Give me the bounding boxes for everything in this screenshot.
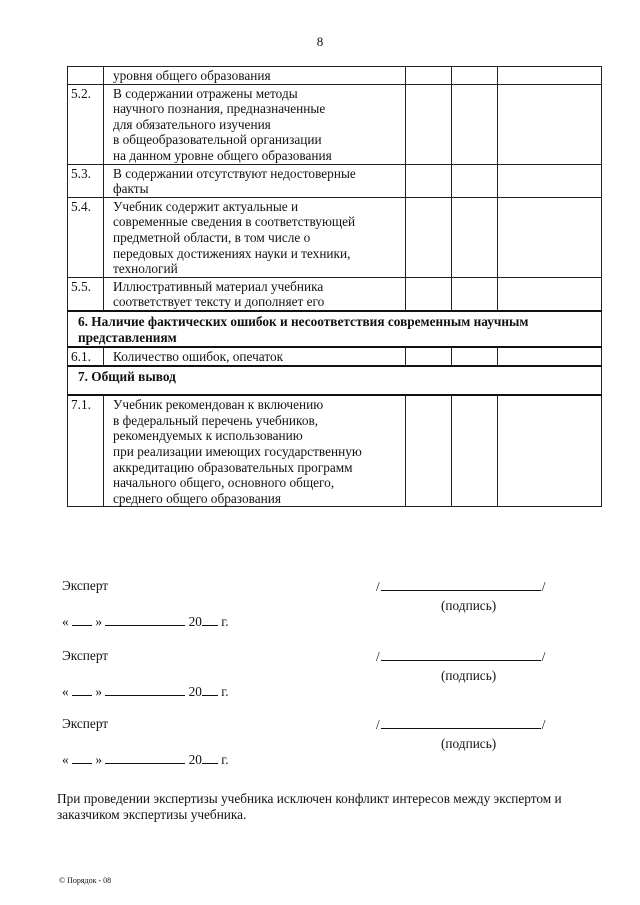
assessment-cell <box>452 67 498 85</box>
assessment-cell <box>406 164 452 197</box>
year-suffix: г. <box>221 684 229 699</box>
assessment-cell <box>452 164 498 197</box>
criteria-text: Количество ошибок, опечаток <box>104 347 406 366</box>
quote-close: » <box>95 614 102 629</box>
assessment-cell <box>406 395 452 507</box>
criteria-number: 5.3. <box>68 164 104 197</box>
assessment-cell <box>452 395 498 507</box>
criteria-text: В содержании отражены методы научного познания, предназначенные для обязательного изучения в общеобразовательной организации на данном уровне общего образования <box>104 84 406 164</box>
year-suffix: г. <box>221 752 229 767</box>
criteria-number: 5.5. <box>68 277 104 311</box>
section-title: 6. Наличие фактических ошибок и несоответствия современным научным представлениям <box>68 311 602 347</box>
assessment-cell <box>498 164 602 197</box>
section-header-row <box>68 311 602 347</box>
section-header-row <box>68 366 602 396</box>
month-blank <box>105 684 185 696</box>
signature-caption: (подпись) <box>441 736 497 751</box>
page-number: 8 <box>316 34 324 49</box>
criteria-text: Учебник содержит актуальные и современные сведения в соответствующей предметной области, в том числе о передовых достижениях науки и техники, технологий <box>104 197 406 277</box>
assessment-cell <box>498 67 602 85</box>
day-blank <box>72 684 92 696</box>
assessment-cell <box>406 197 452 277</box>
criteria-row <box>68 347 602 366</box>
assessment-cell <box>406 277 452 311</box>
year-prefix: 20 <box>188 752 202 767</box>
signature-blank <box>381 578 541 591</box>
assessment-cell <box>406 347 452 366</box>
assessment-cell <box>452 277 498 311</box>
assessment-cell <box>406 67 452 85</box>
criteria-text: В содержании отсутствуют недостоверные факты <box>104 164 406 197</box>
quote-open: « <box>62 684 69 699</box>
signature-line <box>376 648 545 665</box>
criteria-number: 7.1. <box>68 395 104 507</box>
signature-caption: (подпись) <box>441 668 497 683</box>
assessment-cell <box>498 347 602 366</box>
quote-open: « <box>62 614 69 629</box>
assessment-cell <box>498 84 602 164</box>
section-title: 7. Общий вывод <box>68 366 602 396</box>
criteria-table <box>67 66 602 507</box>
date-line <box>62 614 229 630</box>
criteria-row <box>68 277 602 311</box>
year-suffix: г. <box>221 614 229 629</box>
assessment-cell <box>498 395 602 507</box>
assessment-cell <box>452 84 498 164</box>
quote-close: » <box>95 684 102 699</box>
expert-label: Эксперт <box>62 578 109 593</box>
expert-label: Эксперт <box>62 716 109 731</box>
signature-caption: (подпись) <box>441 598 497 613</box>
month-blank <box>105 752 185 764</box>
year-blank <box>202 684 218 696</box>
slash-right: / <box>541 717 546 732</box>
expert-label: Эксперт <box>62 648 109 663</box>
date-line <box>62 684 229 700</box>
year-blank <box>202 614 218 626</box>
criteria-row <box>68 197 602 277</box>
year-prefix: 20 <box>188 614 202 629</box>
signature-blank <box>381 716 541 729</box>
assessment-cell <box>498 197 602 277</box>
year-prefix: 20 <box>188 684 202 699</box>
criteria-number: 5.2. <box>68 84 104 164</box>
criteria-row <box>68 84 602 164</box>
quote-open: « <box>62 752 69 767</box>
slash-left: / <box>376 717 380 732</box>
assessment-cell <box>406 84 452 164</box>
signature-line <box>376 578 545 595</box>
footer-note: © Порядок - 08 <box>59 876 112 885</box>
slash-right: / <box>541 649 546 664</box>
criteria-row <box>68 164 602 197</box>
criteria-row <box>68 395 602 507</box>
slash-right: / <box>541 579 546 594</box>
criteria-text: Иллюстративный материал учебника соответствует тексту и дополняет его <box>104 277 406 311</box>
conflict-of-interest-notice: При проведении экспертизы учебника исключен конфликт интересов между экспертом и заказчиком экспертизы учебника. <box>57 791 562 822</box>
date-line <box>62 752 229 768</box>
criteria-number: 6.1. <box>68 347 104 366</box>
year-blank <box>202 752 218 764</box>
criteria-text: уровня общего образования <box>104 67 406 85</box>
day-blank <box>72 614 92 626</box>
month-blank <box>105 614 185 626</box>
assessment-cell <box>452 197 498 277</box>
assessment-cell <box>498 277 602 311</box>
criteria-number: 5.4. <box>68 197 104 277</box>
day-blank <box>72 752 92 764</box>
signature-line <box>376 716 545 733</box>
criteria-text: Учебник рекомендован к включению в федеральный перечень учебников, рекомендуемых к использованию при реализации имеющих государственную аккредитацию образовательных программ начального общего, основного общего, среднего общего образования <box>104 395 406 507</box>
assessment-cell <box>452 347 498 366</box>
criteria-table-body <box>68 67 602 507</box>
slash-left: / <box>376 579 380 594</box>
criteria-row <box>68 67 602 85</box>
quote-close: » <box>95 752 102 767</box>
signature-blank <box>381 648 541 661</box>
criteria-number <box>68 67 104 85</box>
slash-left: / <box>376 649 380 664</box>
